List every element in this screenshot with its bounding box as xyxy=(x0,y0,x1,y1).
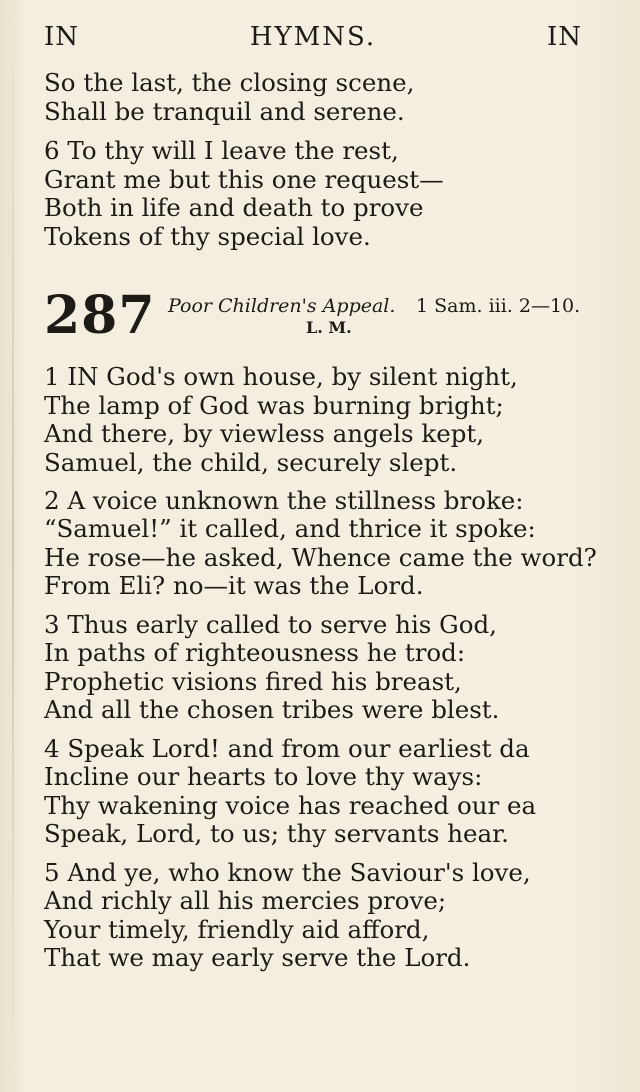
verse-line: “Samuel!” it called, and thrice it spoke: xyxy=(44,514,536,543)
verse-line: Samuel, the child, securely slept. xyxy=(44,448,458,477)
verse-line: That we may early serve the Lord. xyxy=(44,943,471,972)
header-right: IN xyxy=(546,22,582,52)
header-left: IN xyxy=(44,22,80,52)
verse-line: He rose—he asked, Whence came the word? xyxy=(44,543,597,572)
hymn-title: Poor Children's Appeal. xyxy=(168,295,396,317)
verse-line: Your timely, friendly aid afford, xyxy=(44,915,430,944)
verse-line: The lamp of God was burning bright; xyxy=(44,391,504,420)
verse-line: 3 Thus early called to serve his God, xyxy=(44,610,497,639)
hymn-number: 287 xyxy=(44,285,156,346)
verse-line: 1 IN God's own house, by silent night, xyxy=(44,362,518,391)
verse-line: So the last, the closing scene, xyxy=(44,68,415,97)
verse-line: Shall be tranquil and serene. xyxy=(44,97,405,126)
page-gutter xyxy=(12,0,14,1092)
verse-line: Grant me but this one request— xyxy=(44,165,444,194)
scripture-reference: 1 Sam. iii. 2—10. xyxy=(416,295,581,317)
verse-line: Incline our hearts to love thy ways: xyxy=(44,762,483,791)
verse-line: 6 To thy will I leave the rest, xyxy=(44,136,399,165)
verse-line: Both in life and death to prove xyxy=(44,193,424,222)
verse-line: And richly all his mercies prove; xyxy=(44,886,447,915)
verse-line: 4 Speak Lord! and from our earliest da xyxy=(44,734,530,763)
verse-line: 5 And ye, who know the Saviour's love, xyxy=(44,858,531,887)
verse-line: Prophetic visions fired his breast, xyxy=(44,667,462,696)
verse-line: 2 A voice unknown the stillness broke: xyxy=(44,486,524,515)
hymn-meter: L. M. xyxy=(306,318,352,337)
verse-line: Thy wakening voice has reached our ea xyxy=(44,791,537,820)
verse-line: From Eli? no—it was the Lord. xyxy=(44,571,424,600)
verse-line: And all the chosen tribes were blest. xyxy=(44,695,500,724)
header-title: HYMNS. xyxy=(249,22,377,52)
verse-line: And there, by viewless angels kept, xyxy=(44,419,485,448)
verse-line: Speak, Lord, to us; thy servants hear. xyxy=(44,819,509,848)
verse-line: In paths of righteousness he trod: xyxy=(44,638,466,667)
running-header xyxy=(44,22,582,56)
verse-line: Tokens of thy special love. xyxy=(44,222,371,251)
